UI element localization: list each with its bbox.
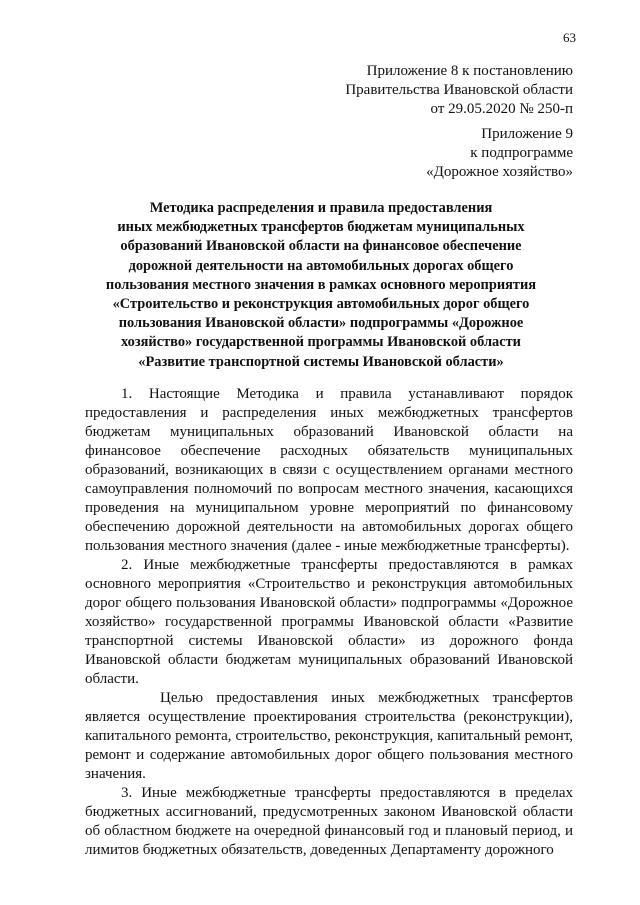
appendix-8-line-1: Приложение 8 к постановлению xyxy=(366,63,573,79)
title-line: образований Ивановской области на финансовое обеспечение xyxy=(120,238,522,255)
document-title xyxy=(96,199,546,372)
appendix-9-line-1: Приложение 9 xyxy=(481,126,573,142)
appendix-8-line-2: Правительства Ивановской области xyxy=(345,82,573,99)
appendix-8-line-3: от 29.05.2020 № 250-п xyxy=(430,101,573,118)
appendix-9-line-2: к подпрограмме xyxy=(470,145,573,162)
appendix-9-header xyxy=(426,125,573,183)
title-line: «Строительство и реконструкция автомобильных дорог общего xyxy=(112,296,530,313)
appendix-8-header xyxy=(345,62,573,120)
title-line: иных межбюджетных трансфертов бюджетам муниципальных xyxy=(117,219,525,236)
title-line: хозяйство» государственной программы Ивановской области xyxy=(121,334,521,351)
title-line: «Развитие транспортной системы Ивановской области» xyxy=(138,353,504,370)
title-line: пользования местного значения в рамках основного мероприятия xyxy=(105,276,537,293)
paragraph-3: 3. Иные межбюджетные трансферты предоставляются в пределах бюджетных ассигнований, предусмотренных законом Ивановской области об областном бюджете на очередной финансовый год и плановый период, и лимитов бюджетных обязательств, доведенных Департаменту дорожного xyxy=(85,785,573,858)
appendix-9-line-3: «Дорожное хозяйство» xyxy=(426,164,573,181)
document-body xyxy=(85,385,573,860)
page-number: 63 xyxy=(563,30,576,45)
paragraph-1: 1. Настоящие Методика и правила устанавливают порядок предоставления и распределения иных межбюджетных трансфертов бюджетам муниципальных образований Ивановской области на финансовое обеспечение расходных обязательств муниципальных образований, возникающих в связи с осуществлением органами местного самоуправления полномочий по вопросам местного значения, касающихся проведения на муниципальном уровне мероприятий по финансовому обеспечению дорожной деятельности на автомобильных дорогах общего пользования местного значения (далее - иные межбюджетные трансферты). xyxy=(85,386,573,554)
paragraph-goal: Целью предоставления иных межбюджетных трансфертов является осуществление проектирования строительства (реконструкции), капитального ремонта, строительство, реконструкция, капитальный ремонт, ремонт и содержание автомобильных дорог общего пользования местного значения. xyxy=(85,690,573,782)
title-line: Методика распределения и правила предоставления xyxy=(149,200,493,216)
title-line: дорожной деятельности на автомобильных дорогах общего xyxy=(128,257,514,274)
paragraph-2: 2. Иные межбюджетные трансферты предоставляются в рамках основного мероприятия «Строительство и реконструкция автомобильных дорог общего пользования Ивановской области» подпрограммы «Дорожное хозяйство» государственной программы Ивановской области «Развитие транспортной системы Ивановской области» из дорожного фонда Ивановской области бюджетам муниципальных образований Ивановской области. xyxy=(85,557,573,687)
title-line: пользования Ивановской области» подпрограммы «Дорожное xyxy=(118,315,524,332)
